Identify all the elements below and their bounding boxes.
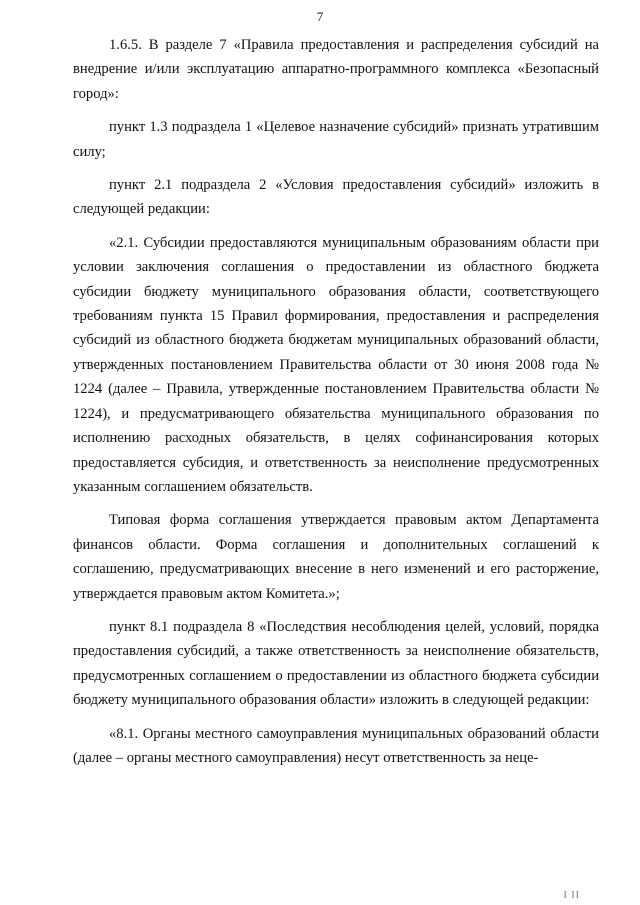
paragraph-item-2-1-intro: пункт 2.1 подраздела 2 «Условия предоставления субсидий» изложить в следующей редакции:: [73, 177, 599, 218]
paragraph-section-7-heading: 1.6.5. В разделе 7 «Правила предоставления и распределения субсидий на внедрение и/или эксплуатацию аппаратно-программного комплекса «Безопасный город»:: [73, 37, 599, 102]
paragraph-item-8-1-text: «8.1. Органы местного самоуправления муниципальных образований области (далее – органы местного самоуправления) несут ответственность за неце-: [73, 725, 599, 766]
document-body: [73, 33, 599, 779]
paragraph-item-8-1-intro: пункт 8.1 подраздела 8 «Последствия несоблюдения целей, условий, порядка предоставления субсидий, а также ответственность за неисполнение обязательств, предусмотренных соглашением о предоставлении из областного бюджета субсидии бюджету муниципального образования области» изложить в следующей редакции:: [73, 618, 599, 709]
paragraph-item-1-3: пункт 1.3 подраздела 1 «Целевое назначение субсидий» признать утратившим силу;: [73, 119, 599, 160]
page-number: 7: [316, 9, 324, 24]
paragraph-typical-form: Типовая форма соглашения утверждается правовым актом Департамента финансов области. Форма соглашения и дополнительных соглашений к соглашению, предусматривающих внесение в него изменений и его расторжение, утверждается правовым актом Комитета.»;: [73, 512, 599, 602]
footer-mark: I II: [563, 890, 580, 901]
paragraph-item-2-1-text: «2.1. Субсидии предоставляются муниципальным образованиям области при условии заключения соглашения о предоставлении из областного бюджета субсидии бюджету муниципального образования области, соответствующего требованиям пункта 15 Правил формирования, предоставления и распределения субсидий из областного бюджета бюджетам муниципальных образований области, утвержденных постановлением Правительства области от 30 июня 2008 года № 1224 (далее – Правила, утвержденные постановлением Правительства области № 1224), и предусматривающего обязательства муниципального образования по исполнению расходных обязательств, в целях софинансирования которых предоставляется субсидия, и ответственность за неисполнение предусмотренных указанным соглашением обязательств.: [73, 234, 599, 495]
